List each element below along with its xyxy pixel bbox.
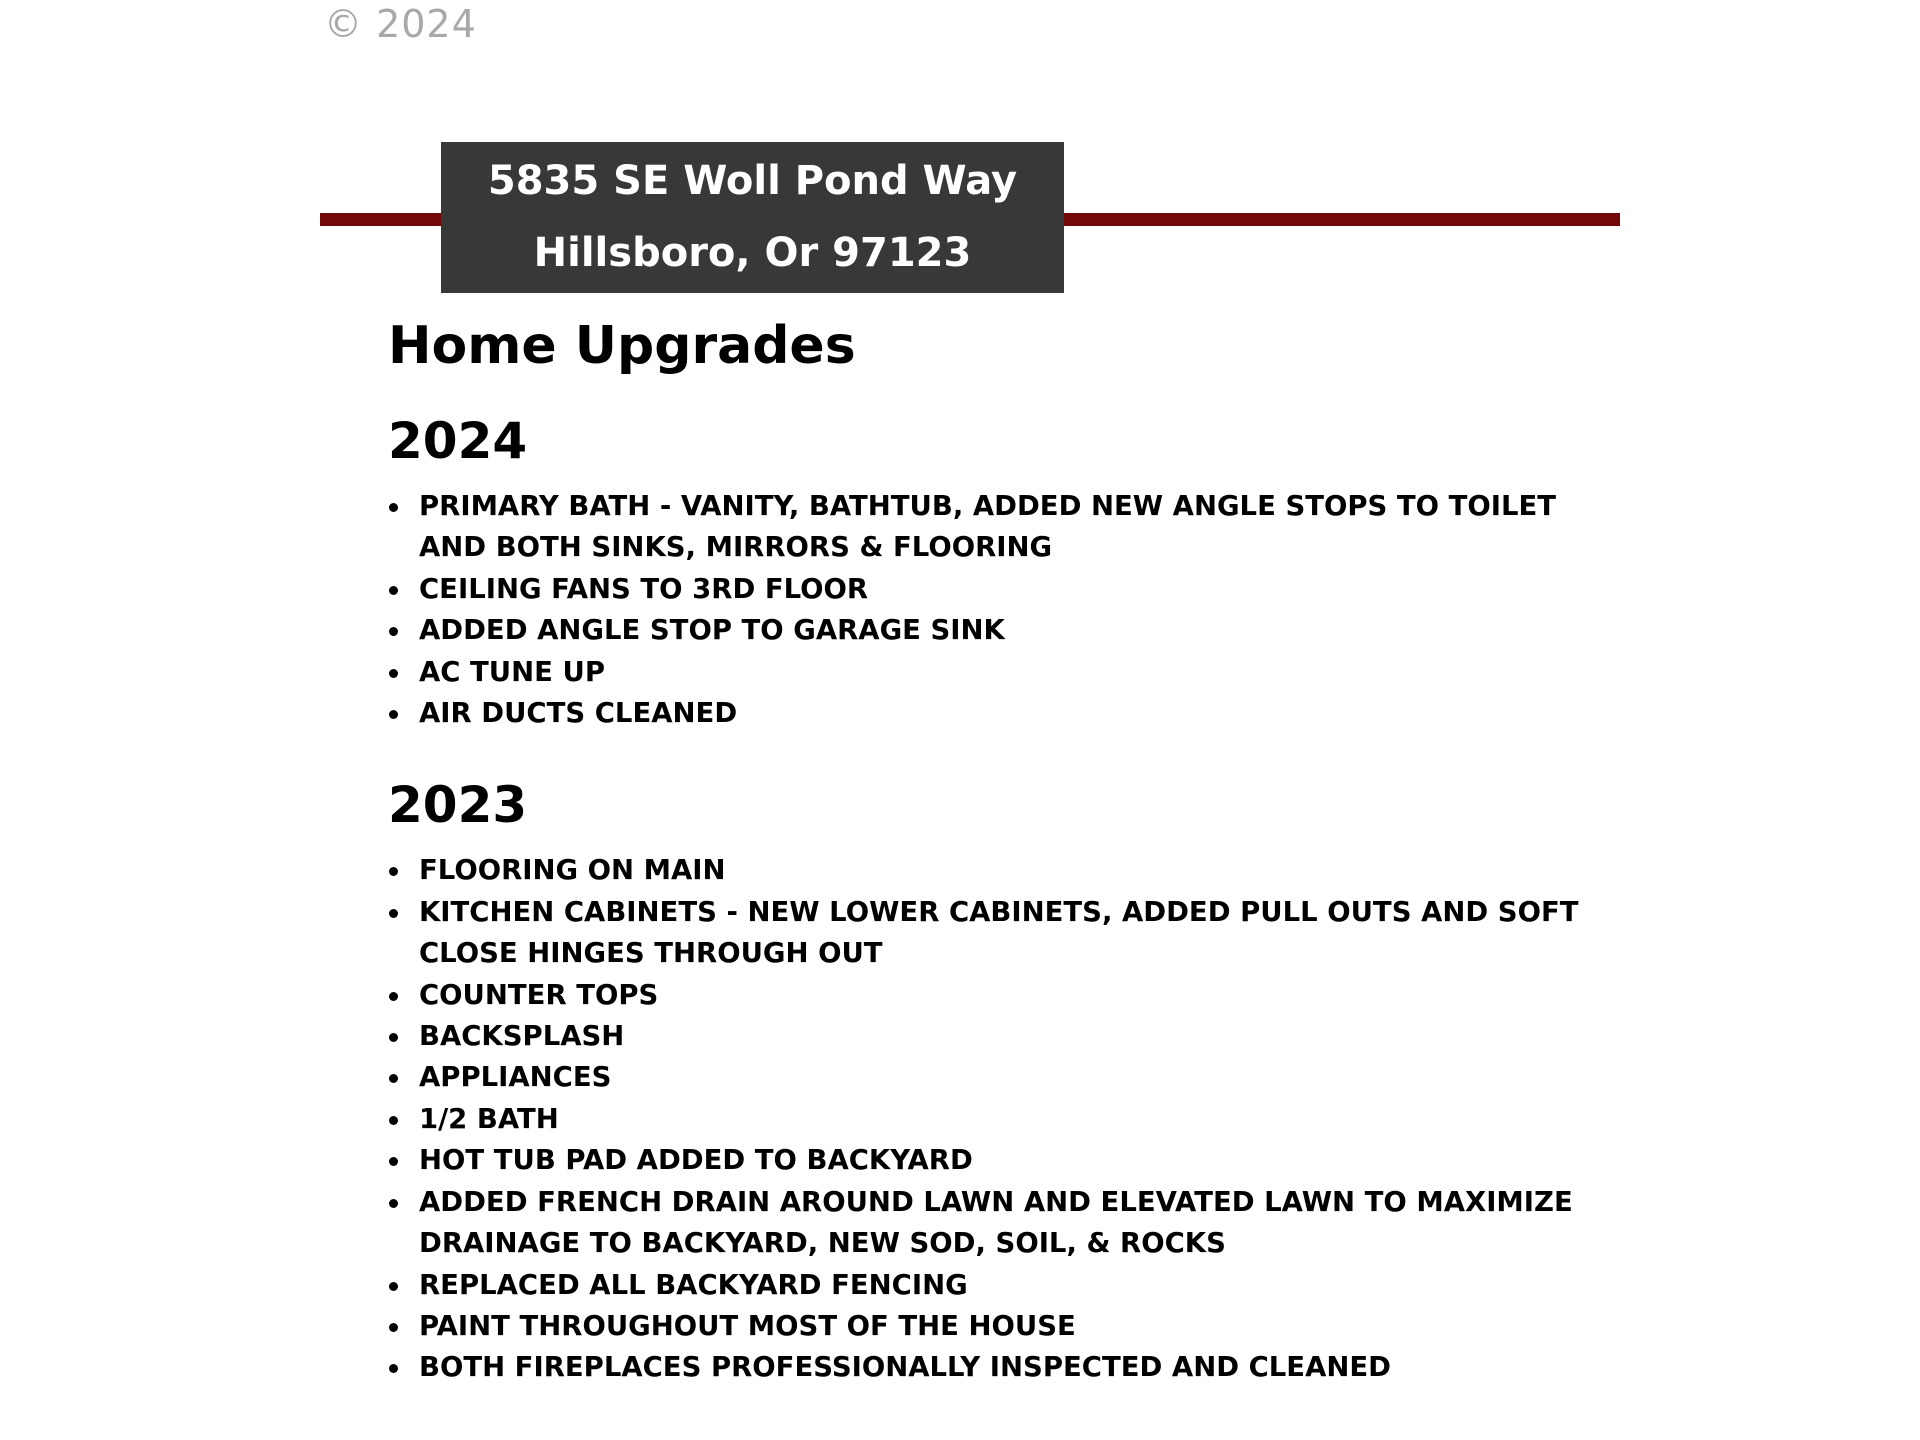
list-item-text: CEILING FANS TO 3RD FLOOR bbox=[419, 572, 869, 605]
list-item-text-cont: DRAINAGE TO BACKYARD, NEW SOD, SOIL, & ROCKS bbox=[419, 1227, 1226, 1260]
list-item bbox=[388, 1140, 1588, 1181]
list-item-text: PRIMARY BATH - VANITY, BATHTUB, ADDED NEW ANGLE STOPS TO TOILET bbox=[419, 490, 1557, 522]
list-item bbox=[388, 486, 1588, 569]
list-item-text: BACKSPLASH bbox=[419, 1020, 625, 1053]
list-item-text: AIR DUCTS CLEANED bbox=[419, 697, 738, 730]
upgrades-list-2024 bbox=[388, 486, 1588, 734]
list-item-text: PAINT THROUGHOUT MOST OF THE HOUSE bbox=[419, 1309, 1076, 1342]
list-item bbox=[388, 569, 1588, 610]
copyright-notice: © 2024 bbox=[324, 2, 477, 46]
list-item-text-cont: CLOSE HINGES THROUGH OUT bbox=[419, 937, 883, 970]
list-item bbox=[388, 1306, 1588, 1347]
list-item bbox=[388, 975, 1588, 1016]
section-year-2023: 2023 bbox=[388, 776, 528, 835]
list-item-text: BOTH FIREPLACES PROFESSIONALLY INSPECTED AND CLEANED bbox=[419, 1351, 1392, 1384]
upgrades-list-2023 bbox=[388, 850, 1588, 1388]
list-item-text-cont: AND BOTH SINKS, MIRRORS & FLOORING bbox=[419, 531, 1053, 564]
list-item-text: ADDED FRENCH DRAIN AROUND LAWN AND ELEVATED LAWN TO MAXIMIZE bbox=[419, 1185, 1573, 1218]
list-item bbox=[388, 850, 1588, 891]
list-item-text: 1/2 BATH bbox=[419, 1102, 559, 1135]
list-item-text: APPLIANCES bbox=[419, 1061, 612, 1094]
page-title: Home Upgrades bbox=[388, 316, 856, 376]
list-item bbox=[388, 652, 1588, 693]
list-item bbox=[388, 1099, 1588, 1140]
list-item bbox=[388, 1347, 1588, 1388]
address-city: Hillsboro, Or 97123 bbox=[533, 230, 972, 276]
list-item-text: KITCHEN CABINETS - NEW LOWER CABINETS, ADDED PULL OUTS AND SOFT bbox=[419, 895, 1579, 928]
list-item-text: HOT TUB PAD ADDED TO BACKYARD bbox=[419, 1144, 973, 1177]
address-banner bbox=[441, 142, 1064, 293]
list-item bbox=[388, 1182, 1588, 1265]
list-item bbox=[388, 610, 1588, 651]
address-street: 5835 SE Woll Pond Way bbox=[487, 158, 1018, 204]
list-item bbox=[388, 1016, 1588, 1057]
list-item bbox=[388, 1265, 1588, 1306]
list-item-text: ADDED ANGLE STOP TO GARAGE SINK bbox=[419, 614, 1005, 647]
section-year-2024: 2024 bbox=[388, 412, 528, 470]
list-item-text: AC TUNE UP bbox=[419, 655, 605, 688]
list-item bbox=[388, 1057, 1588, 1098]
list-item bbox=[388, 892, 1588, 975]
list-item bbox=[388, 693, 1588, 734]
upgrades-content bbox=[388, 310, 1588, 1389]
list-item-text: FLOORING ON MAIN bbox=[419, 854, 726, 887]
list-item-text: COUNTER TOPS bbox=[419, 978, 659, 1011]
list-item-text: REPLACED ALL BACKYARD FENCING bbox=[419, 1268, 968, 1301]
